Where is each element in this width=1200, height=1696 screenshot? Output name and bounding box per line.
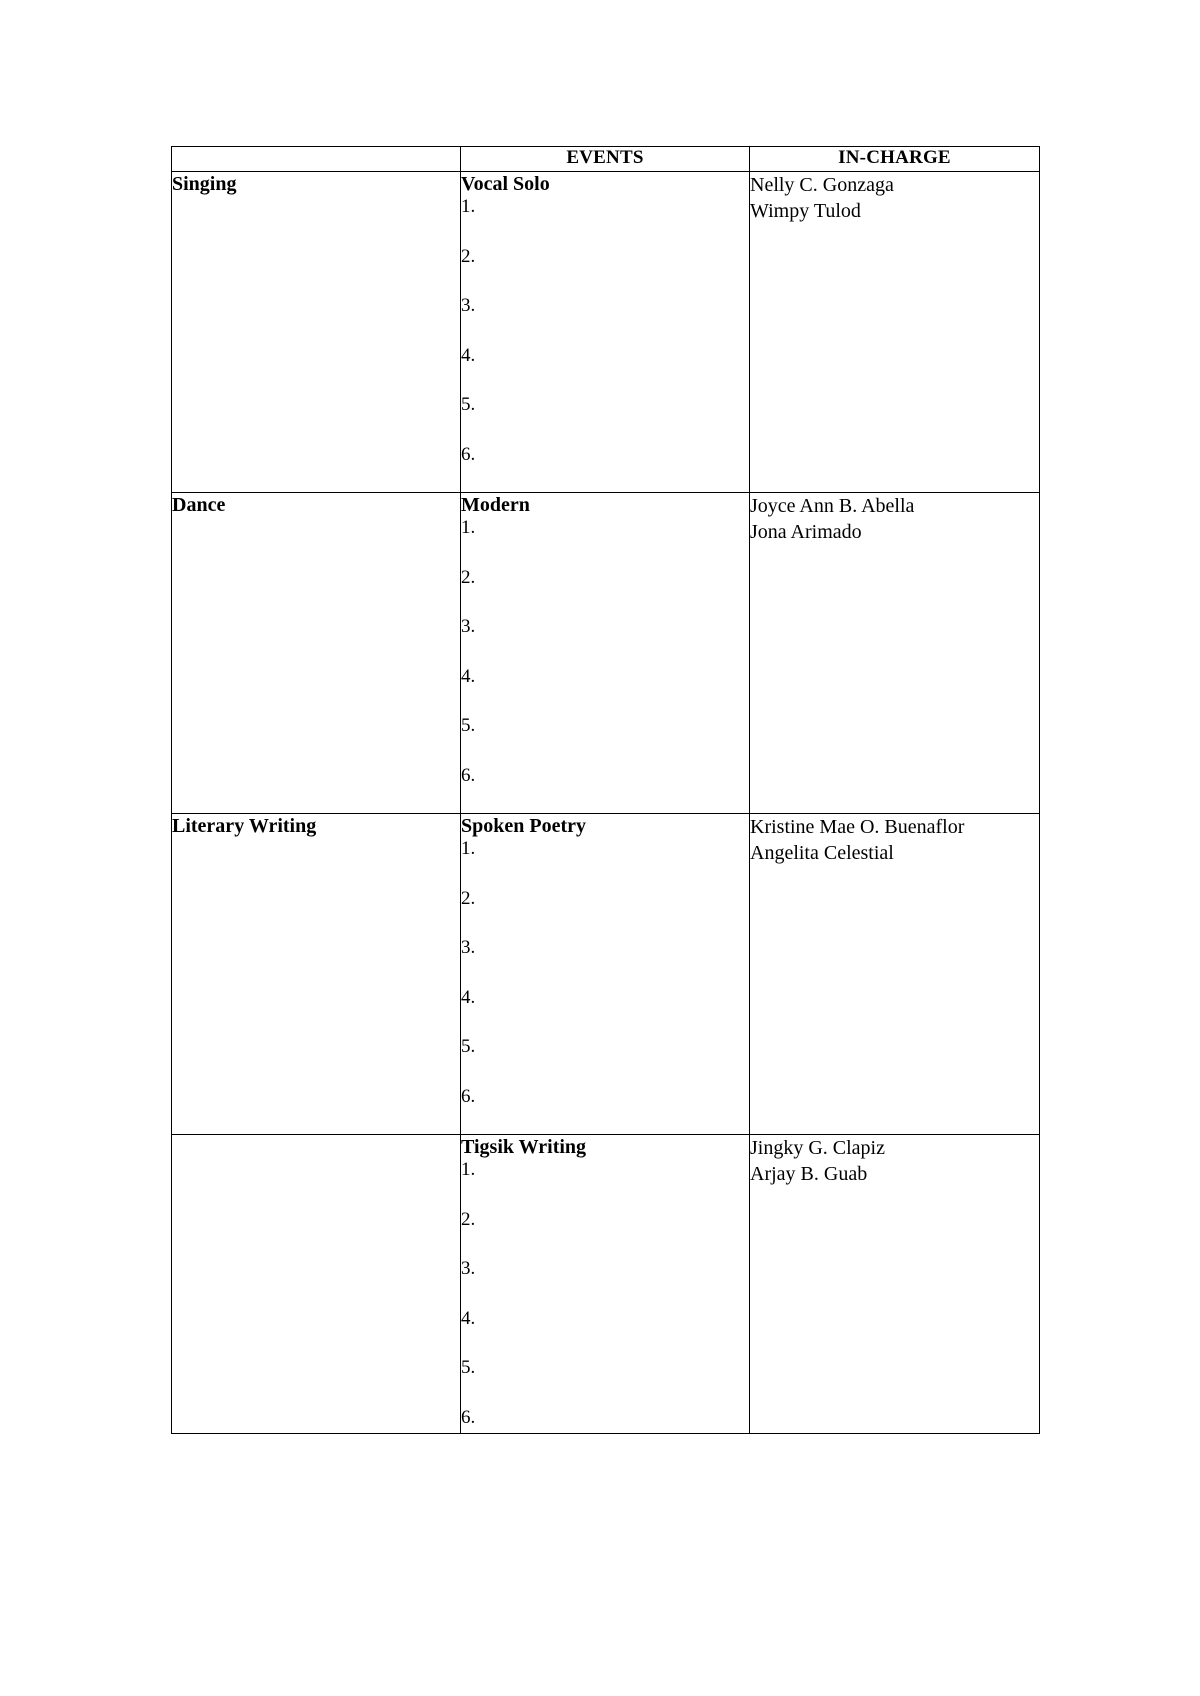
table-row <box>172 1135 1040 1434</box>
entry-number: 4. <box>461 344 476 366</box>
entry-number: 2. <box>461 1208 476 1230</box>
entry-list <box>461 517 749 791</box>
entry-number: 5. <box>461 394 476 415</box>
entry-list <box>461 1159 749 1433</box>
in-charge-cell <box>750 172 1040 493</box>
entry-number: 5. <box>461 1036 476 1057</box>
in-charge-name: Jingky G. Clapiz <box>750 1137 885 1159</box>
event-title: Spoken Poetry <box>461 815 586 837</box>
event-title: Vocal Solo <box>461 173 550 195</box>
in-charge-cell <box>750 493 1040 814</box>
entry-number: 6. <box>461 1085 476 1107</box>
event-cell <box>461 1135 750 1434</box>
event-cell <box>461 493 750 814</box>
table-row <box>172 493 1040 814</box>
category-cell: Singing <box>172 172 461 493</box>
in-charge-cell <box>750 814 1040 1135</box>
in-charge-name: Jona Arimado <box>750 521 862 543</box>
entry-number: 5. <box>461 1357 476 1378</box>
entry-number: 2. <box>461 245 476 267</box>
in-charge-name: Kristine Mae O. Buenaflor <box>750 816 965 838</box>
event-cell <box>461 814 750 1135</box>
entry-number: 4. <box>461 986 476 1008</box>
entry-number: 2. <box>461 566 476 588</box>
events-table <box>171 146 1040 1434</box>
event-cell <box>461 172 750 493</box>
table-row <box>172 172 1040 493</box>
in-charge-cell <box>750 1135 1040 1434</box>
entry-list <box>461 196 749 470</box>
entry-number: 6. <box>461 764 476 786</box>
entry-number: 3. <box>461 616 476 637</box>
entry-number: 3. <box>461 937 476 958</box>
header-row <box>172 147 1040 172</box>
in-charge-name: Wimpy Tulod <box>750 200 861 222</box>
entry-number: 1. <box>461 196 476 217</box>
in-charge-name: Joyce Ann B. Abella <box>750 495 915 517</box>
entry-number: 3. <box>461 295 476 316</box>
in-charge-name: Arjay B. Guab <box>750 1163 868 1185</box>
category-cell: Literary Writing <box>172 814 461 1135</box>
in-charge-name: Angelita Celestial <box>750 842 894 864</box>
category-cell: Dance <box>172 493 461 814</box>
entry-number: 4. <box>461 665 476 687</box>
entry-list <box>461 838 749 1112</box>
entry-number: 3. <box>461 1258 476 1279</box>
category-cell <box>172 1135 461 1434</box>
entry-number: 1. <box>461 838 476 859</box>
entry-number: 6. <box>461 443 476 465</box>
table-row <box>172 814 1040 1135</box>
entry-number: 1. <box>461 1159 476 1180</box>
event-title: Modern <box>461 494 530 516</box>
header-in-charge: IN-CHARGE <box>750 147 1040 172</box>
in-charge-name: Nelly C. Gonzaga <box>750 174 894 196</box>
entry-number: 6. <box>461 1406 476 1428</box>
header-category <box>172 147 461 172</box>
entry-number: 2. <box>461 887 476 909</box>
entry-number: 1. <box>461 517 476 538</box>
event-title: Tigsik Writing <box>461 1136 587 1158</box>
header-events: EVENTS <box>461 147 750 172</box>
entry-number: 5. <box>461 715 476 736</box>
entry-number: 4. <box>461 1307 476 1329</box>
